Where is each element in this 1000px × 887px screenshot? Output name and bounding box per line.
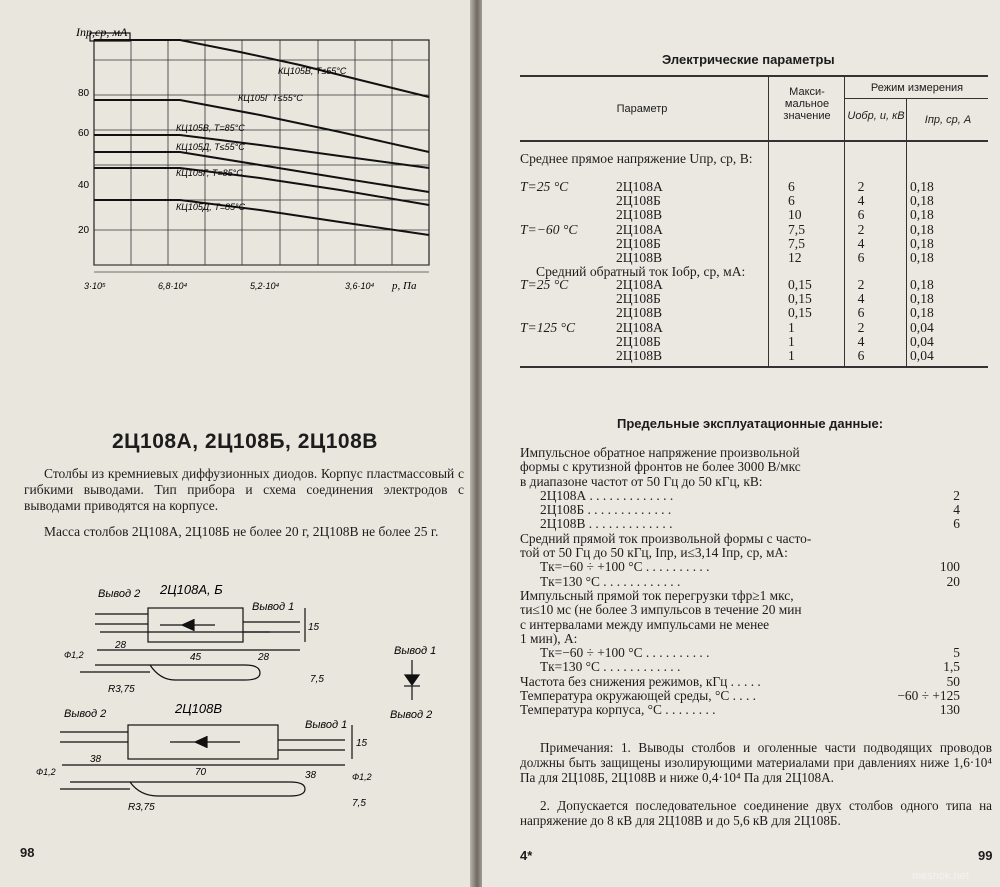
dim: Ф1,2 bbox=[36, 767, 56, 777]
dim: 70 bbox=[195, 767, 207, 778]
limit-value: 50 bbox=[946, 673, 960, 689]
y-tick: 20 bbox=[78, 225, 90, 236]
cell-u: 4 bbox=[857, 333, 865, 349]
lead2-label: Вывод 2 bbox=[98, 588, 141, 600]
lead2-label: Вывод 2 bbox=[64, 708, 107, 720]
axis-hatch bbox=[94, 265, 429, 272]
table-row bbox=[520, 292, 988, 306]
limit-line bbox=[520, 475, 988, 489]
limit-text: Tк=−60 ÷ +100 °C . . . . . . . . . . bbox=[540, 559, 710, 575]
group1-label: Среднее прямое напряжение Uпр, ср, В: bbox=[520, 151, 753, 166]
drawing-bottom-name: 2Ц108В bbox=[175, 701, 223, 716]
limit-text: Импульсное обратное напряжение произвольной bbox=[520, 445, 800, 460]
limit-line bbox=[520, 646, 988, 660]
cell-max: 1 bbox=[788, 333, 795, 349]
limit-text: Средний прямой ток произвольной формы с часто- bbox=[520, 530, 812, 546]
description-paragraph: Столбы из кремниевых диффузионных диодов. Корпус пластмассовый с гибкими выводами. Тип прибора и схема соединения электродов с выводами приводятся на корпусе. bbox=[24, 466, 464, 513]
dim: Ф1,2 bbox=[352, 772, 372, 782]
lead1-label: Вывод 1 bbox=[252, 601, 295, 613]
limit-value: 130 bbox=[939, 702, 960, 718]
limit-line bbox=[520, 446, 988, 460]
y-tick: 40 bbox=[78, 180, 90, 191]
cell-max: 7,5 bbox=[788, 221, 805, 237]
dim: R3,75 bbox=[108, 684, 135, 695]
cell-max: 1 bbox=[788, 319, 795, 335]
limit-text: 2Ц108Б . . . . . . . . . . . . . bbox=[540, 502, 672, 518]
symbol-lead1-label: Вывод 1 bbox=[394, 645, 437, 657]
curve-label: КЦ105В, T=85°C bbox=[176, 123, 245, 133]
cell-i: 0,18 bbox=[910, 193, 934, 209]
dim: 28 bbox=[115, 640, 127, 651]
cell-type: 2Ц108В bbox=[616, 207, 663, 223]
x-tick: 3·10⁵ bbox=[84, 281, 106, 291]
limit-text: Tк=130 °C . . . . . . . . . . . . bbox=[540, 573, 681, 589]
cell-u: 4 bbox=[857, 291, 865, 307]
cell-u: 2 bbox=[857, 319, 865, 335]
chart-x-label: p, Па bbox=[392, 280, 417, 292]
lead1-label: Вывод 1 bbox=[305, 719, 348, 731]
table-top-rule bbox=[520, 75, 988, 77]
limit-value: −60 ÷ +125 bbox=[897, 688, 960, 704]
cell-type: 2Ц108А bbox=[616, 277, 663, 292]
limit-line bbox=[520, 546, 988, 560]
cell-type: 2Ц108Б bbox=[616, 193, 661, 209]
limit-line bbox=[520, 503, 988, 517]
dim: 7,5 bbox=[310, 674, 324, 685]
note-1: Примечания: 1. Выводы столбов и оголенные части подводящих проводов должны быть защищены изолирующими материалами при давлениях ниже 1,6·10⁴ Па для 2Ц108Б, 2Ц108В и ниже 0,4·10⁴ Па для 2Ц108А. bbox=[520, 740, 992, 785]
table-row bbox=[520, 194, 988, 208]
cell-u: 4 bbox=[857, 193, 865, 209]
limit-line bbox=[520, 517, 988, 531]
table-row bbox=[520, 349, 988, 363]
cell-u: 2 bbox=[857, 179, 865, 194]
cell-i: 0,04 bbox=[910, 347, 934, 363]
limit-text: 1 мин), А: bbox=[520, 630, 578, 646]
x-tick: 5,2·10⁴ bbox=[250, 281, 280, 291]
cell-i: 0,18 bbox=[910, 291, 934, 307]
cell-i: 0,04 bbox=[910, 319, 934, 335]
limit-line bbox=[520, 460, 988, 474]
cell-type: 2Ц108В bbox=[616, 305, 663, 321]
right-page bbox=[482, 0, 1000, 887]
dim: 38 bbox=[305, 770, 317, 781]
limit-value: 20 bbox=[946, 573, 960, 589]
table-row bbox=[520, 278, 988, 292]
limits-title: Предельные эксплуатационные данные: bbox=[617, 416, 884, 431]
dim: Ф1,2 bbox=[64, 650, 84, 660]
cell-cond: T=125 °C bbox=[520, 319, 576, 335]
curve-label: КЦ105Г T≤55°C bbox=[238, 93, 303, 103]
table-row bbox=[520, 180, 988, 194]
cell-u: 2 bbox=[857, 277, 865, 292]
limit-value: 100 bbox=[939, 559, 960, 575]
cell-max: 0,15 bbox=[788, 291, 812, 307]
cell-type: 2Ц108В bbox=[616, 347, 663, 363]
table-row bbox=[520, 208, 988, 222]
table-header-rule bbox=[520, 140, 988, 142]
limit-text: Температура окружающей среды, °C . . . . bbox=[520, 688, 757, 704]
dim: 38 bbox=[90, 754, 102, 765]
dim: 45 bbox=[190, 652, 202, 663]
limit-text: 2Ц108В . . . . . . . . . . . . . bbox=[540, 516, 673, 532]
cell-max: 6 bbox=[788, 193, 795, 209]
table-row bbox=[520, 223, 988, 237]
limit-text: в диапазоне частот от 50 Гц до 50 кГц, кВ: bbox=[520, 473, 763, 489]
cell-max: 10 bbox=[788, 207, 802, 223]
limit-value: 1,5 bbox=[943, 659, 960, 675]
limit-line bbox=[520, 675, 988, 689]
cell-max: 1 bbox=[788, 347, 795, 363]
limit-text: Tк=−60 ÷ +100 °C . . . . . . . . . . bbox=[540, 645, 710, 661]
y-tick: 80 bbox=[78, 88, 90, 99]
limit-line bbox=[520, 575, 988, 589]
limit-text: 2Ц108А . . . . . . . . . . . . . bbox=[540, 487, 674, 503]
electrical-params-title: Электрические параметры bbox=[662, 52, 835, 67]
page-number-right: 99 bbox=[978, 848, 993, 863]
cell-cond: T=25 °C bbox=[520, 179, 569, 194]
cell-type: 2Ц108Б bbox=[616, 333, 661, 349]
cell-i: 0,04 bbox=[910, 333, 934, 349]
limit-line bbox=[520, 632, 988, 646]
cell-max: 0,15 bbox=[788, 277, 812, 292]
table-row bbox=[520, 251, 988, 265]
cell-cond: T=25 °C bbox=[520, 277, 569, 292]
cell-type: 2Ц108А bbox=[616, 319, 663, 335]
table-bottom-rule bbox=[520, 366, 988, 368]
limit-text: той от 50 Гц до 50 кГц, Iпр, и≤3,14 Iпр, ср, мА: bbox=[520, 545, 788, 561]
limit-value: 5 bbox=[953, 645, 960, 661]
header-param: Параметр bbox=[616, 103, 668, 115]
limit-line bbox=[520, 660, 988, 674]
cell-type: 2Ц108В bbox=[616, 249, 663, 265]
limit-text: Частота без снижения режимов, кГц . . . . . bbox=[520, 673, 761, 689]
group2-label: Средний обратный ток Iобр, ср, мА: bbox=[536, 264, 746, 279]
limit-value: 4 bbox=[953, 502, 960, 518]
group2-rows bbox=[520, 278, 988, 363]
limit-line bbox=[520, 689, 988, 703]
header-i: Iпр, ср, А bbox=[924, 114, 972, 126]
signature-mark: 4* bbox=[520, 848, 533, 863]
limit-text: с интервалами между импульсами не менее bbox=[520, 616, 770, 632]
dim: 7,5 bbox=[352, 798, 366, 809]
drawing-top-name: 2Ц108А, Б bbox=[160, 582, 223, 597]
table-row bbox=[520, 237, 988, 251]
table-row bbox=[520, 321, 988, 335]
cell-max: 12 bbox=[788, 249, 802, 265]
cell-type: 2Ц108А bbox=[616, 179, 663, 194]
limit-text: τи≤10 мс (не более 3 импульсов в течение 20 мин bbox=[520, 602, 802, 618]
limit-line bbox=[520, 560, 988, 574]
cell-i: 0,18 bbox=[910, 221, 934, 237]
symbol-lead2-label: Вывод 2 bbox=[390, 709, 433, 721]
watermark: meshok.net bbox=[912, 870, 969, 882]
x-tick: 3,6·10⁴ bbox=[345, 281, 375, 291]
cell-type: 2Ц108Б bbox=[616, 291, 661, 307]
limit-value: 2 bbox=[953, 487, 960, 503]
mass-paragraph: Масса столбов 2Ц108А, 2Ц108Б не более 20 г, 2Ц108В не более 25 г. bbox=[44, 524, 439, 539]
header-max: Макси-мальное значение bbox=[783, 86, 831, 122]
left-page bbox=[0, 0, 476, 887]
note-2: 2. Допускается последовательное соединение двух столбов одного типа на напряжение до 8 кВ для 2Ц108В и до 5,6 кВ для 2Ц108Б. bbox=[520, 798, 992, 828]
limit-line bbox=[520, 489, 988, 503]
cell-i: 0,18 bbox=[910, 277, 934, 292]
cell-i: 0,18 bbox=[910, 305, 934, 321]
chart-y-label: Iпр,ср, мА bbox=[76, 25, 128, 39]
dim: R3,75 bbox=[128, 802, 155, 813]
limit-line bbox=[520, 703, 988, 717]
cell-i: 0,18 bbox=[910, 235, 934, 251]
table-row bbox=[520, 335, 988, 349]
limit-text: Tк=130 °C . . . . . . . . . . . . bbox=[540, 659, 681, 675]
outline-drawings bbox=[0, 570, 476, 820]
cell-u: 4 bbox=[857, 235, 865, 251]
header-u: Uобр, и, кВ bbox=[847, 110, 905, 122]
dim: 28 bbox=[258, 652, 270, 663]
cell-u: 6 bbox=[857, 207, 865, 223]
limit-line bbox=[520, 618, 988, 632]
x-tick: 6,8·10⁴ bbox=[158, 281, 188, 291]
cell-max: 6 bbox=[788, 179, 795, 194]
limit-text: Температура корпуса, °C . . . . . . . . bbox=[520, 702, 716, 718]
dim: 15 bbox=[356, 738, 368, 749]
curve-label: КЦ105Д, T≤55°C bbox=[176, 142, 245, 152]
cell-u: 6 bbox=[857, 305, 865, 321]
cell-type: 2Ц108А bbox=[616, 221, 663, 237]
cell-max: 7,5 bbox=[788, 235, 805, 251]
limit-line bbox=[520, 589, 988, 603]
limit-value: 6 bbox=[953, 516, 960, 532]
curve-kc105d-55 bbox=[94, 152, 429, 192]
limit-line bbox=[520, 532, 988, 546]
group1-rows bbox=[520, 180, 988, 265]
cell-cond: T=−60 °C bbox=[520, 221, 578, 237]
cell-i: 0,18 bbox=[910, 179, 934, 194]
cell-i: 0,18 bbox=[910, 207, 934, 223]
page-number-left: 98 bbox=[20, 845, 35, 860]
curve-label: КЦ105Д, T=85°C bbox=[176, 202, 246, 212]
cell-u: 2 bbox=[857, 221, 865, 237]
curve-kc105v-55 bbox=[94, 40, 429, 97]
cell-u: 6 bbox=[857, 347, 865, 363]
cell-i: 0,18 bbox=[910, 249, 934, 265]
table-row bbox=[520, 306, 988, 320]
y-tick: 60 bbox=[78, 128, 90, 139]
curve-label: КЦ105В, T≤55°C bbox=[278, 66, 347, 76]
cell-max: 0,15 bbox=[788, 305, 812, 321]
cell-type: 2Ц108Б bbox=[616, 235, 661, 251]
dim: 15 bbox=[308, 622, 320, 633]
curve-label: КЦ105Г, T=85°C bbox=[176, 168, 243, 178]
cell-u: 6 bbox=[857, 249, 865, 265]
limit-text: формы с крутизной фронтов не более 3000 В/мкс bbox=[520, 459, 801, 475]
limits-list bbox=[520, 446, 988, 718]
limit-line bbox=[520, 603, 988, 617]
limit-text: Импульсный прямой ток перегрузки τфр≥1 мкс, bbox=[520, 587, 794, 603]
header-mode: Режим измерения bbox=[870, 82, 964, 94]
device-heading: 2Ц108А, 2Ц108Б, 2Ц108В bbox=[112, 430, 378, 453]
